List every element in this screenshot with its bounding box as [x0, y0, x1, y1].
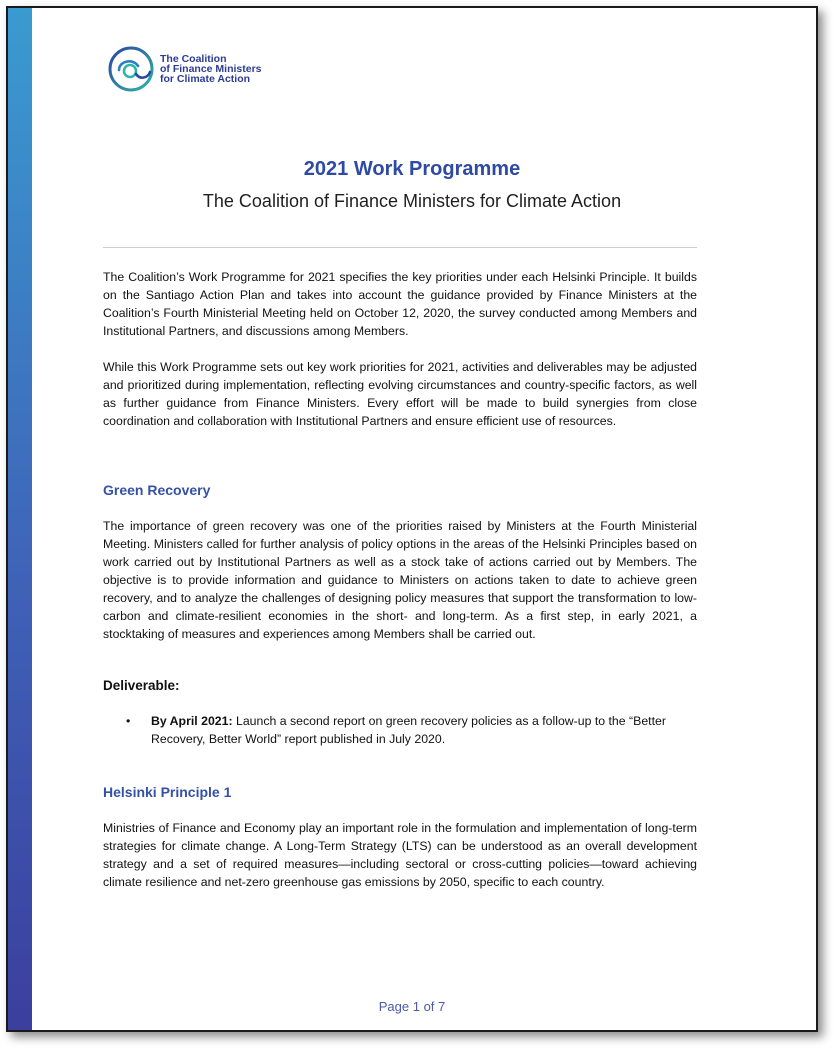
coalition-logo-icon — [106, 44, 156, 94]
heading-helsinki-principle-1: Helsinki Principle 1 — [103, 784, 232, 800]
helsinki-1-paragraph: Ministries of Finance and Economy play an important role in the formulation and implementation of long-term strategies for climate change. A Long-Term Strategy (LTS) can be understood as an overall development strategy and a set of required measures—including sectoral or cross-cutting policies—toward achieving climate resilience and net-zero greenhouse gas emissions by 2050, specific to each country. — [103, 821, 697, 889]
intro-paragraph-2: While this Work Programme sets out key work priorities for 2021, activities and deliverables may be adjusted and prioritized during implementation, reflecting evolving circumstances and country-specific factors, as well as further guidance from Finance Ministers. Every effort will be made to build synergies from close coordination and collaboration with Institutional Partners and ensure efficient use of resources. — [103, 360, 697, 428]
title-divider — [103, 247, 697, 248]
page-number: Page 1 of 7 — [378, 999, 446, 1014]
bullet-description: Launch a second report on green recovery policies as a follow-up to the “Better Recovery, Better World” report published in July 2020. — [151, 714, 666, 746]
document-page — [6, 6, 818, 1032]
logo-line-1: The Coalition — [160, 53, 227, 65]
bullet-text — [151, 712, 698, 748]
deliverable-bullet — [126, 712, 698, 748]
intro-paragraph-1: The Coalition’s Work Programme for 2021 specifies the key priorities under each Helsinki Principle. It builds on the Santiago Action Plan and takes into account the guidance provided by Finance Ministers at the Coalition’s Fourth Ministerial Meeting held on October 12, 2020, the survey conducted among Members and Institutional Partners, and discussions among Members. — [103, 270, 697, 338]
logo-line-3: for Climate Action — [160, 73, 251, 85]
heading-green-recovery: Green Recovery — [103, 482, 211, 498]
logo-wordmark — [160, 54, 262, 84]
deliverable-heading: Deliverable: — [103, 678, 180, 693]
bullet-dot-icon: • — [126, 714, 131, 728]
logo-line-2: of Finance Ministers — [160, 63, 262, 75]
coalition-logo — [106, 44, 262, 94]
document-subtitle: The Coalition of Finance Ministers for Climate Action — [202, 191, 622, 211]
bullet-date: By April 2021: — [151, 714, 233, 728]
green-recovery-paragraph: The importance of green recovery was one of the priorities raised by Ministers at the Fourth Ministerial Meeting. Ministers called for further analysis of policy options in the areas of the Helsinki Principles based on work carried out by Institutional Partners as well as a stock take of actions carried out by Members. The objective is to provide information and guidance to Ministers on actions taken to date to achieve green recovery, and to analyze the challenges of designing policy measures that support the transformation to low-carbon and climate-resilient economies in the short- and long-term. As a first step, in early 2021, a stocktaking of measures and experiences among Members shall be carried out. — [103, 519, 697, 641]
document-title: 2021 Work Programme — [303, 158, 521, 180]
